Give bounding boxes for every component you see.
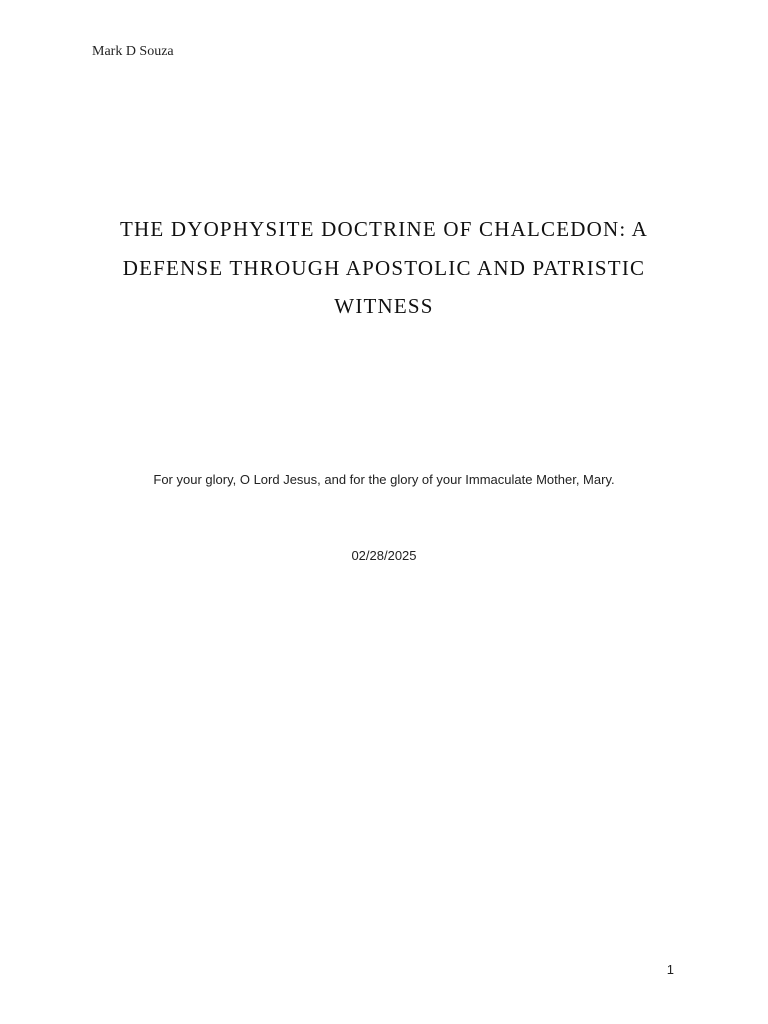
dedication-text: For your glory, O Lord Jesus, and for the glory of your Immaculate Mother, Mary. bbox=[153, 472, 615, 487]
document-title bbox=[60, 210, 708, 326]
title-line-3: WITNESS bbox=[334, 294, 434, 318]
page-number: 1 bbox=[666, 962, 674, 977]
document-date: 02/28/2025 bbox=[351, 548, 417, 563]
title-line-1: THE DYOPHYSITE DOCTRINE OF CHALCEDON: A bbox=[119, 217, 649, 241]
title-line-2: DEFENSE THROUGH APOSTOLIC AND PATRISTIC bbox=[122, 255, 646, 280]
header-author: Mark D Souza bbox=[92, 44, 174, 59]
